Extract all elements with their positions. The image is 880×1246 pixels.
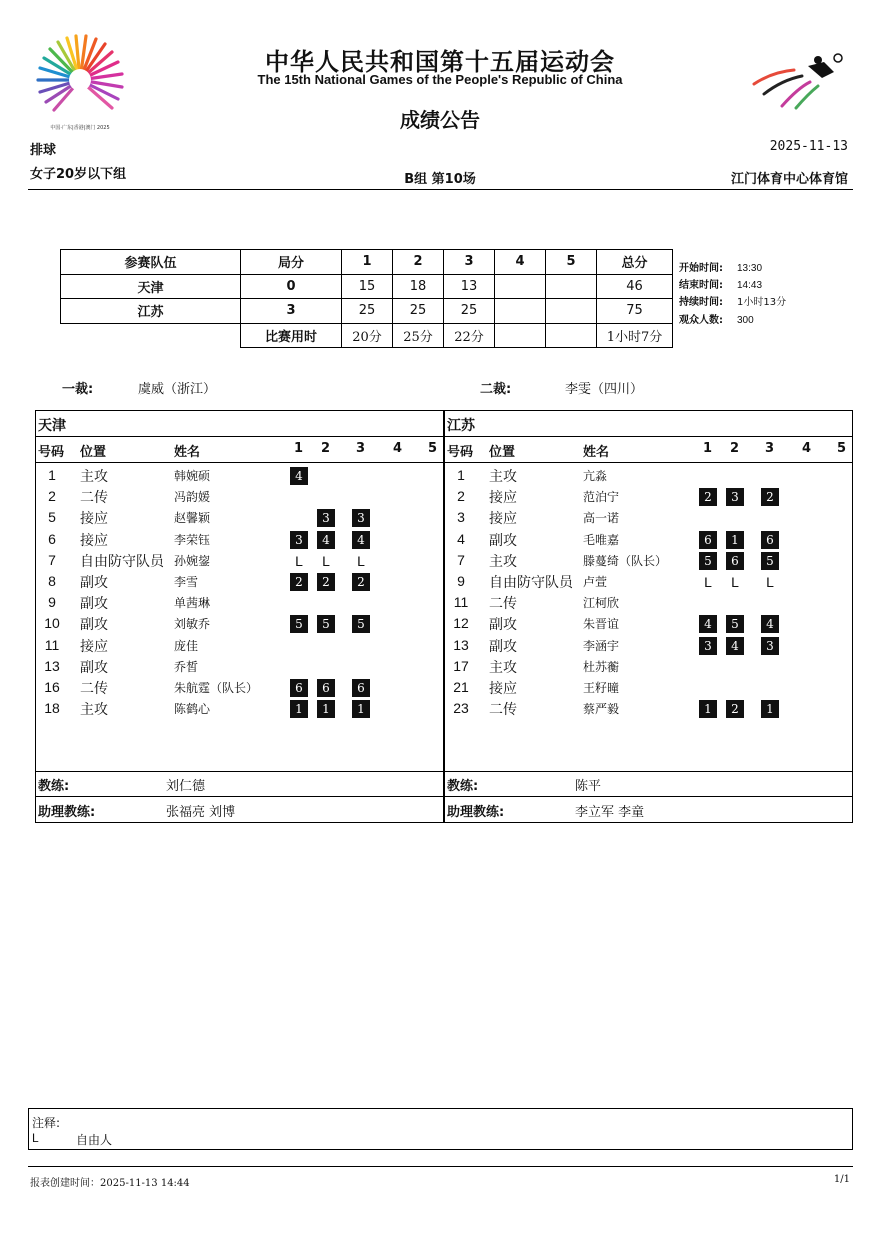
duration-label: 比赛用时 <box>241 323 342 348</box>
roster-team2 <box>444 410 853 772</box>
starting-position-box: 3 <box>699 637 717 655</box>
roster-header-number: 号码 <box>447 445 474 460</box>
player-name: 韩婉硕 <box>174 469 211 483</box>
player-position: 副攻 <box>80 596 108 613</box>
player-name: 赵馨颖 <box>174 511 211 526</box>
player-row <box>445 698 852 719</box>
starting-position-box: 2 <box>761 488 779 506</box>
roster-header-set: 3 <box>765 441 775 456</box>
starting-position-box: 6 <box>761 531 779 549</box>
player-row <box>36 486 443 507</box>
player-row <box>36 613 443 634</box>
starting-position-box: 6 <box>726 552 744 570</box>
player-number: 13 <box>453 636 469 653</box>
player-row <box>445 635 852 656</box>
player-row <box>445 529 852 550</box>
roster-header-set: 2 <box>321 441 331 456</box>
player-number: 2 <box>48 488 56 505</box>
roster-header-set: 5 <box>428 441 438 456</box>
coach-label: 教练: <box>447 779 479 794</box>
page-title: 中华人民共和国第十五届运动会 <box>265 48 615 76</box>
team-name: 江苏 <box>61 299 241 324</box>
player-number: 21 <box>453 679 469 695</box>
empty-cell <box>61 323 241 348</box>
player-position: 接应 <box>80 511 108 528</box>
player-number: 1 <box>457 467 465 483</box>
second-referee-name: 李雯（四川） <box>565 382 644 397</box>
player-name: 亢淼 <box>583 469 608 483</box>
starting-position-box: 5 <box>726 615 744 633</box>
score-header-total: 总分 <box>597 250 673 275</box>
player-number: 1 <box>48 467 56 483</box>
player-position: 二传 <box>489 702 517 719</box>
player-position: 接应 <box>80 532 108 549</box>
start-time <box>679 259 762 274</box>
libero-marker: L <box>357 552 365 569</box>
player-row <box>36 635 443 656</box>
score-header-set5: 5 <box>546 250 597 275</box>
coach-label: 教练: <box>38 779 70 794</box>
score-row-team1 <box>61 274 673 299</box>
roster-header-name: 姓名 <box>174 445 201 460</box>
team-name: 天津 <box>61 274 241 299</box>
player-number: 2 <box>457 488 465 505</box>
end-time-label: 结束时间: <box>679 280 723 291</box>
set3-score: 13 <box>444 274 495 299</box>
libero-marker: L <box>295 552 303 569</box>
player-number: 7 <box>457 551 465 568</box>
start-time-label: 开始时间: <box>679 263 723 274</box>
page-subtitle: The 15th National Games of the People's Republic of China <box>257 72 623 87</box>
starting-position-box: 2 <box>290 573 308 591</box>
roster-divider <box>36 462 443 463</box>
player-position: 二传 <box>489 596 517 613</box>
second-referee-label: 二裁: <box>480 382 512 397</box>
total-duration: 1小时7分 <box>597 323 673 348</box>
set2-score: 25 <box>393 299 444 324</box>
roster-header-set: 3 <box>356 441 366 456</box>
player-name: 蔡严毅 <box>583 702 620 717</box>
score-header-set1: 1 <box>342 250 393 275</box>
duration <box>679 293 786 308</box>
assistant-coach-row-team1 <box>35 797 444 823</box>
player-row <box>36 529 443 550</box>
starting-position-box: 1 <box>317 700 335 718</box>
coach-row-team1 <box>35 771 444 797</box>
player-number: 11 <box>44 636 60 653</box>
player-position: 副攻 <box>489 617 517 634</box>
starting-position-box: 4 <box>352 531 370 549</box>
player-row <box>445 571 852 592</box>
roster-team-name: 天津 <box>38 418 66 434</box>
starting-position-box: 2 <box>317 573 335 591</box>
libero-marker: L <box>766 574 774 590</box>
player-position: 主攻 <box>80 469 108 485</box>
roster-header-set: 2 <box>730 441 740 456</box>
player-position: 二传 <box>80 490 108 507</box>
player-row <box>445 677 852 698</box>
player-position: 接应 <box>489 511 517 528</box>
set-duration-row <box>61 323 673 348</box>
player-name: 孙婉鋆 <box>174 553 211 568</box>
coach-row-team2 <box>444 771 853 797</box>
player-position: 接应 <box>80 638 108 655</box>
player-number: 16 <box>44 679 60 695</box>
starting-position-box: 2 <box>352 573 370 591</box>
player-name: 江柯欣 <box>583 596 620 611</box>
player-number: 3 <box>457 509 465 526</box>
starting-position-box: 1 <box>290 700 308 718</box>
set5-score <box>546 299 597 324</box>
starting-position-box: 2 <box>699 488 717 506</box>
event-label: 女子20岁以下组 <box>30 167 127 182</box>
audience-value: 300 <box>737 315 754 326</box>
player-name: 冯韵媛 <box>174 490 211 505</box>
score-header-set4: 4 <box>495 250 546 275</box>
total-score: 46 <box>597 274 673 299</box>
player-position: 副攻 <box>80 575 108 591</box>
score-header-set2: 2 <box>393 250 444 275</box>
player-name: 刘敏乔 <box>174 617 211 632</box>
libero-marker: L <box>731 574 739 590</box>
player-number: 10 <box>44 615 60 632</box>
starting-position-box: 2 <box>726 700 744 718</box>
roster-header-position: 位置 <box>80 445 107 460</box>
assistant-coach-label: 助理教练: <box>38 805 96 820</box>
score-header-set3: 3 <box>444 250 495 275</box>
player-name: 滕蔓绮（队长） <box>583 553 668 568</box>
player-number: 5 <box>48 509 56 526</box>
libero-marker: L <box>704 574 712 590</box>
player-name: 毛唯嘉 <box>583 532 620 547</box>
match-date: 2025-11-13 <box>769 139 848 154</box>
player-name: 单茜琳 <box>174 596 211 611</box>
venue-label: 江门体育中心体育馆 <box>730 172 848 187</box>
roster-header-set: 1 <box>294 441 304 456</box>
score-row-team2 <box>61 299 673 324</box>
set4-score <box>495 299 546 324</box>
set4-score <box>495 274 546 299</box>
player-row <box>36 550 443 571</box>
starting-position-box: 6 <box>352 679 370 697</box>
roster-divider <box>445 462 852 463</box>
player-number: 7 <box>48 551 56 568</box>
score-table <box>60 249 673 348</box>
audience <box>679 311 754 326</box>
assistant-coach-row-team2 <box>444 797 853 823</box>
player-name: 乔皙 <box>174 659 199 674</box>
player-position: 主攻 <box>489 659 517 676</box>
player-name: 李荣钰 <box>174 532 211 547</box>
starting-position-box: 5 <box>352 615 370 633</box>
set1-score: 15 <box>342 274 393 299</box>
player-position: 自由防守队员 <box>489 575 573 591</box>
end-time <box>679 276 762 291</box>
player-row <box>445 656 852 677</box>
roster-header-number: 号码 <box>38 445 65 460</box>
player-number: 6 <box>48 530 56 547</box>
player-number: 12 <box>453 615 469 632</box>
roster-header-name: 姓名 <box>583 445 610 460</box>
player-number: 8 <box>48 573 56 589</box>
coach-name: 陈平 <box>575 779 602 794</box>
player-row <box>36 592 443 613</box>
sets-won: 3 <box>241 299 342 324</box>
assistant-coach-label: 助理教练: <box>447 805 505 820</box>
starting-position-box: 6 <box>317 679 335 697</box>
page-number: 1/1 <box>833 1174 850 1185</box>
volleyball-icon <box>752 52 848 110</box>
player-row <box>36 677 443 698</box>
starting-position-box: 3 <box>352 509 370 527</box>
audience-label: 观众人数: <box>679 315 723 326</box>
starting-position-box: 6 <box>290 679 308 697</box>
starting-position-box: 4 <box>761 615 779 633</box>
starting-position-box: 1 <box>352 700 370 718</box>
sport-label: 排球 <box>30 143 57 158</box>
player-row <box>445 613 852 634</box>
set3-score: 25 <box>444 299 495 324</box>
player-position: 接应 <box>489 681 517 697</box>
player-row <box>445 550 852 571</box>
roster-header-set: 1 <box>703 441 713 456</box>
player-row <box>36 507 443 528</box>
player-position: 主攻 <box>489 469 517 485</box>
player-name: 李涵宇 <box>583 638 620 653</box>
roster-header-set: 5 <box>837 441 847 456</box>
assistant-coach-names: 李立军 李童 <box>575 805 645 820</box>
player-name: 卢萱 <box>583 575 608 589</box>
player-name: 朱航霆（队长） <box>174 681 259 695</box>
header-divider <box>28 189 853 190</box>
set2-score: 18 <box>393 274 444 299</box>
player-row <box>36 571 443 592</box>
player-row <box>36 656 443 677</box>
starting-position-box: 3 <box>761 637 779 655</box>
starting-position-box: 4 <box>726 637 744 655</box>
player-position: 副攻 <box>489 638 517 655</box>
player-name: 陈鹤心 <box>174 702 211 717</box>
duration-info-label: 持续时间: <box>679 297 723 308</box>
player-position: 二传 <box>80 681 108 697</box>
set1-duration: 20分 <box>342 323 393 348</box>
notes-box <box>28 1108 853 1150</box>
sets-won: 0 <box>241 274 342 299</box>
roster-header-position: 位置 <box>489 445 516 460</box>
first-referee-name: 虞威（浙江） <box>138 382 217 397</box>
starting-position-box: 6 <box>699 531 717 549</box>
player-row <box>445 507 852 528</box>
player-position: 接应 <box>489 490 517 507</box>
player-name: 杜苏蘅 <box>583 659 620 674</box>
player-row <box>36 465 443 486</box>
player-position: 自由防守队员 <box>80 553 164 570</box>
starting-position-box: 3 <box>317 509 335 527</box>
roster-header-set: 4 <box>393 441 403 456</box>
starting-position-box: 5 <box>699 552 717 570</box>
player-number: 13 <box>44 657 60 674</box>
player-row <box>445 486 852 507</box>
starting-position-box: 4 <box>699 615 717 633</box>
notes-title: 注释: <box>32 1116 61 1130</box>
libero-marker: L <box>322 552 330 569</box>
starting-position-box: 5 <box>317 615 335 633</box>
set3-duration: 22分 <box>444 323 495 348</box>
total-score: 75 <box>597 299 673 324</box>
player-name: 朱晋谊 <box>583 617 620 632</box>
notice-title: 成绩公告 <box>400 108 480 132</box>
player-number: 11 <box>453 594 469 611</box>
roster-divider <box>445 436 852 437</box>
player-row <box>445 465 852 486</box>
player-name: 高一诺 <box>583 511 620 526</box>
duration-info-value: 1小时13分 <box>737 297 787 308</box>
set4-duration <box>495 323 546 348</box>
report-created-time: 报表创建时间：2025-11-13 14:44 <box>30 1178 190 1189</box>
player-row <box>445 592 852 613</box>
starting-position-box: 4 <box>290 467 308 485</box>
player-position: 主攻 <box>80 702 108 719</box>
roster-team-name: 江苏 <box>447 418 475 434</box>
player-number: 9 <box>48 594 56 611</box>
assistant-coach-names: 张福亮 刘博 <box>166 805 236 820</box>
first-referee-label: 一裁: <box>62 382 94 397</box>
score-header-team: 参赛队伍 <box>61 250 241 275</box>
player-row <box>36 698 443 719</box>
notes-value: 自由人 <box>76 1133 113 1147</box>
player-position: 副攻 <box>489 532 517 549</box>
start-time-value: 13:30 <box>737 263 763 274</box>
starting-position-box: 1 <box>699 700 717 718</box>
notes-key: L <box>32 1131 39 1145</box>
starting-position-box: 3 <box>726 488 744 506</box>
player-position: 副攻 <box>80 617 108 634</box>
player-name: 王籽曈 <box>583 681 620 695</box>
starting-position-box: 1 <box>761 700 779 718</box>
player-position: 主攻 <box>489 553 517 570</box>
footer-divider <box>28 1166 853 1167</box>
player-name: 庞佳 <box>174 638 199 653</box>
player-number: 23 <box>453 700 469 717</box>
starting-position-box: 4 <box>317 531 335 549</box>
player-number: 4 <box>457 530 465 547</box>
starting-position-box: 1 <box>726 531 744 549</box>
logo-caption: 中国·广东|香港|澳门 2025 <box>50 125 110 131</box>
player-position: 副攻 <box>80 659 108 676</box>
starting-position-box: 3 <box>290 531 308 549</box>
starting-position-box: 5 <box>761 552 779 570</box>
end-time-value: 14:43 <box>737 280 763 291</box>
coach-name: 刘仁德 <box>166 779 206 794</box>
starting-position-box: 5 <box>290 615 308 633</box>
player-number: 17 <box>453 657 469 674</box>
set1-score: 25 <box>342 299 393 324</box>
player-name: 范泊宁 <box>583 490 620 505</box>
roster-header-set: 4 <box>802 441 812 456</box>
player-number: 9 <box>457 573 465 589</box>
roster-team1 <box>35 410 444 772</box>
round-label: B组 第10场 <box>404 172 476 187</box>
player-number: 18 <box>44 700 60 717</box>
player-name: 李雪 <box>174 575 199 589</box>
set5-score <box>546 274 597 299</box>
roster-divider <box>36 436 443 437</box>
score-header-row <box>61 250 673 275</box>
set5-duration <box>546 323 597 348</box>
set2-duration: 25分 <box>393 323 444 348</box>
score-header-sets: 局分 <box>241 250 342 275</box>
